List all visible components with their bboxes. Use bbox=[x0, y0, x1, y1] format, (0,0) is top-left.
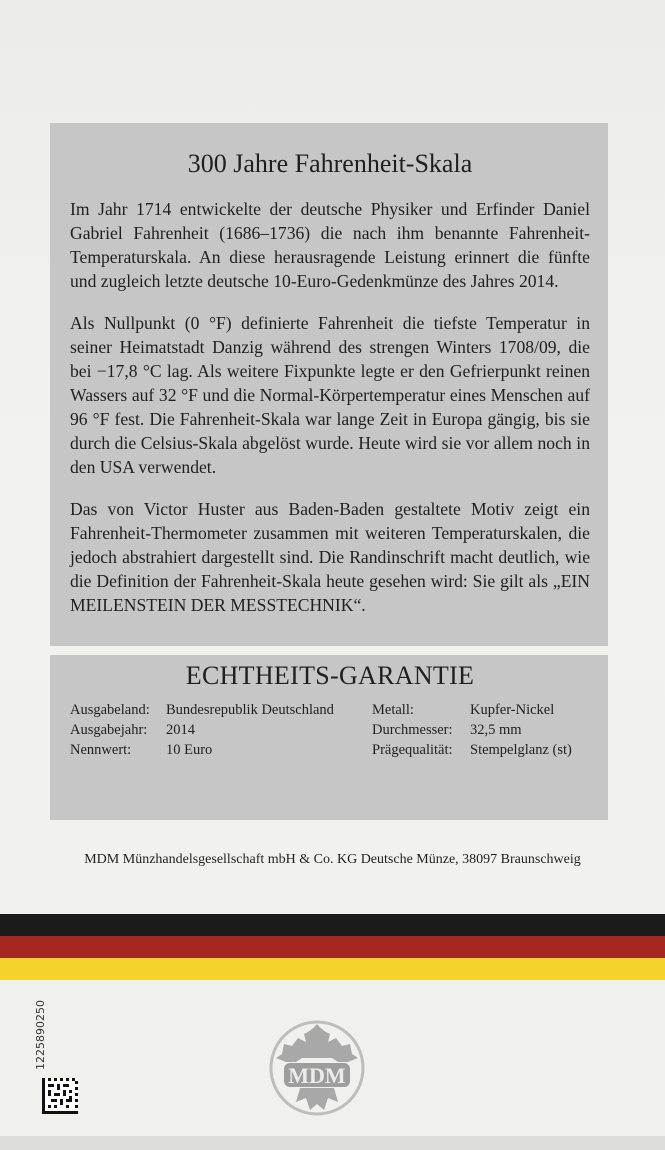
spec-table bbox=[70, 701, 590, 760]
bottom-edge bbox=[0, 1136, 665, 1150]
logo-text: MDM bbox=[288, 1063, 346, 1088]
info-paragraph-2: Als Nullpunkt (0 °F) definierte Fahrenheit die tiefste Temperatur in seiner Heimatstadt Danzig während des strengen Winters 1708/09, die bei −17,8 °C lag. Als weitere Fixpunkte legte er den Gefrierpunkt reinen Wassers auf 32 °F und die Normal-Körpertemperatur eines Menschen auf 96 °F fest. Die Fahrenheit-Skala war lange Zeit in Europa gängig, bis sie durch die Celsius-Skala abgelöst wurde. Heute wird sie vor allem noch in den USA verwendet. bbox=[70, 313, 590, 477]
flag-stripe-gold bbox=[0, 958, 665, 980]
spec-label-year: Ausgabejahr: bbox=[70, 722, 148, 738]
info-paragraph-1: Im Jahr 1714 entwickelte der deutsche Physiker und Erfinder Daniel Gabriel Fahrenheit (1686–1736) die nach ihm benannte Fahrenheit-Temperaturskala. An diese herausragende Leistung erinnert die fünfte und zugleich letzte deutsche 10-Euro-Gedenkmünze des Jahres 2014. bbox=[70, 199, 590, 291]
spec-value-denomination: 10 Euro bbox=[166, 742, 213, 758]
spec-label-metal: Metall: bbox=[372, 702, 414, 718]
authenticity-panel bbox=[50, 655, 608, 820]
spec-label-quality: Prägequalität: bbox=[372, 742, 453, 758]
authenticity-title: ECHTHEITS-GARANTIE bbox=[185, 661, 475, 690]
serial-number: 1225890250 bbox=[34, 1000, 47, 1070]
publisher-line: MDM Münzhandelsgesellschaft mbH & Co. KG Deutsche Münze, 38097 Braunschweig bbox=[84, 852, 581, 867]
spec-value-quality: Stempelglanz (st) bbox=[470, 742, 572, 758]
flag-stripe-black bbox=[0, 914, 665, 936]
spec-value-year: 2014 bbox=[166, 722, 195, 738]
info-panel bbox=[50, 123, 608, 646]
spec-label-diameter: Durchmesser: bbox=[372, 722, 453, 738]
spec-label-country: Ausgabeland: bbox=[70, 702, 150, 718]
info-paragraph-3: Das von Victor Huster aus Baden-Baden gestaltete Motiv zeigt ein Fahrenheit-Thermometer zusammen mit weiteren Temperaturskalen, die jedoch abstrahiert dargestellt sind. Die Randinschrift macht deutlich, wie die Definition der Fahrenheit-Skala heute gesehen wird: Sie gilt als „EIN MEILENSTEIN DER MESSTECHNIK“. bbox=[70, 499, 590, 615]
spec-label-denomination: Nennwert: bbox=[70, 742, 132, 758]
datamatrix-code bbox=[42, 1078, 78, 1114]
info-title: 300 Jahre Fahrenheit-Skala bbox=[187, 149, 473, 178]
eagle-seal-icon bbox=[262, 1018, 372, 1118]
spec-value-metal: Kupfer-Nickel bbox=[470, 702, 555, 718]
flag-stripe-red bbox=[0, 936, 665, 958]
spec-value-country: Bundesrepublik Deutschland bbox=[166, 702, 334, 718]
spec-value-diameter: 32,5 mm bbox=[470, 722, 522, 738]
